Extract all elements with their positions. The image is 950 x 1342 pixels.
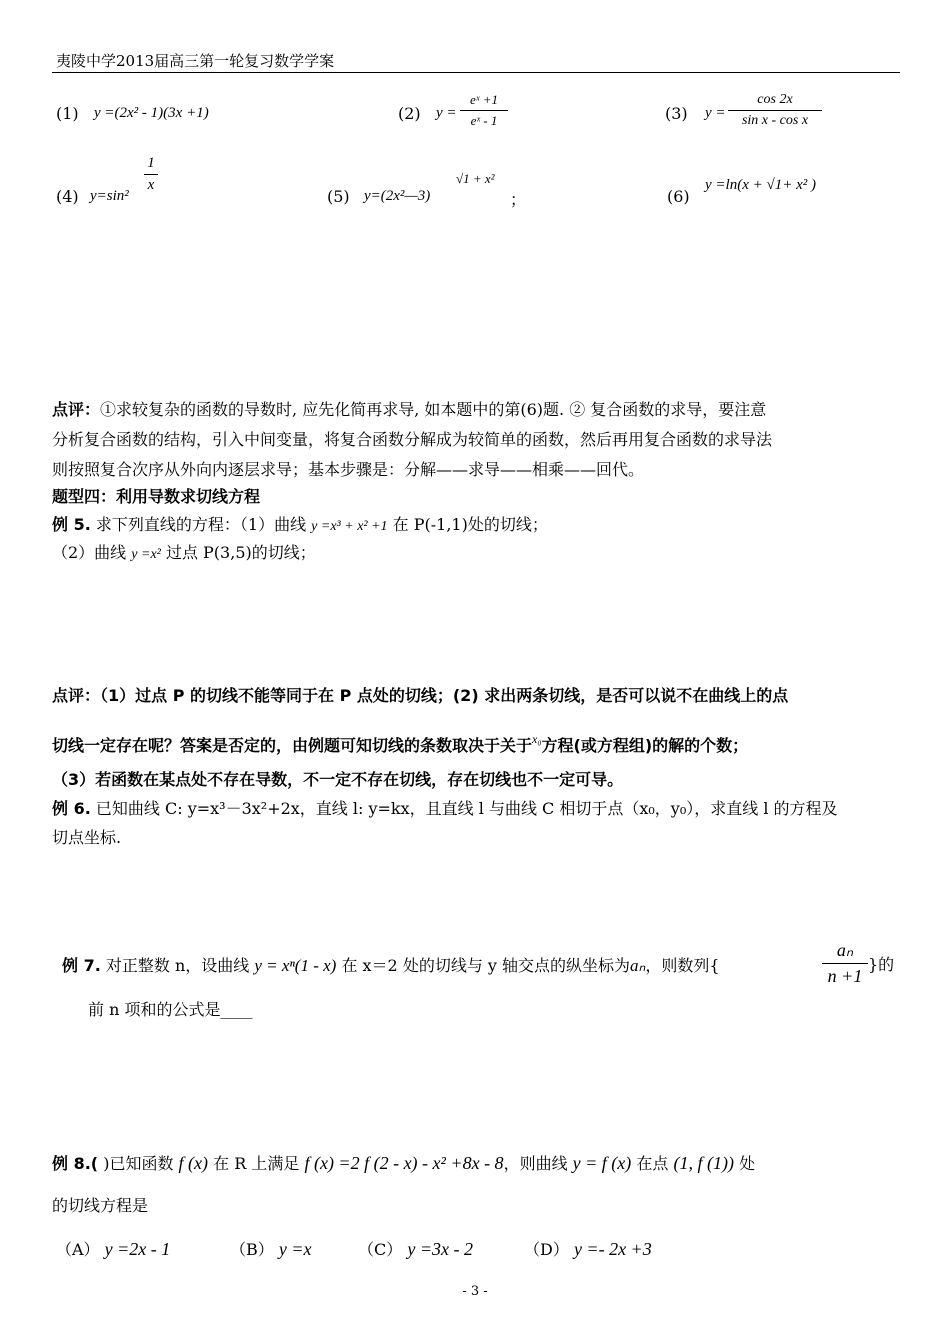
- problem-4-numerator: 1: [147, 155, 155, 171]
- example-5-line-2: [52, 545, 316, 562]
- problem-6-expression: y =ln(x + √1+ x² ): [705, 177, 816, 193]
- example-5-text-d: 过点 P(3,5)的切线；: [165, 543, 316, 562]
- problem-4-denominator: x: [147, 177, 155, 193]
- example-8-line-2: 的切线方程是: [52, 1196, 149, 1215]
- problem-3-lhs: y =: [705, 105, 726, 121]
- problem-5-label: (5): [327, 187, 350, 206]
- fraction-bar: [460, 110, 508, 111]
- fraction-bar: [144, 174, 158, 175]
- problem-4-expression: y=sin²: [90, 188, 129, 204]
- example-6-line-1: [52, 801, 838, 817]
- example-8-text-d: 在点: [636, 1154, 669, 1173]
- comment-1-line-1: [52, 402, 766, 418]
- problem-1-label: (1): [56, 104, 79, 123]
- example-8-fx: f (x): [178, 1153, 209, 1173]
- problem-4-fraction: [144, 155, 158, 194]
- problem-5-expression: y=(2x²—3): [364, 188, 431, 204]
- example-6-text: 已知曲线 C: y=x³－3x²+2x，直线 l: y=kx，且直线 l 与曲线 C 相切于点（x₀，y₀），求直线 l 的方程及: [95, 799, 838, 818]
- comment-1-line-2: 分析复合函数的结构，引入中间变量，将复合函数分解成为较简单的函数，然后再用复合函数的求导法: [52, 430, 773, 449]
- example-7-an: aₙ: [630, 956, 646, 975]
- example-7-denominator: n +1: [827, 966, 863, 986]
- page-header: 夷陵中学2013届高三第一轮复习数学学案: [56, 52, 335, 70]
- option-b-label: （B）: [230, 1240, 274, 1259]
- option-b: [230, 1240, 311, 1258]
- problem-2-numerator: eˣ +1: [470, 92, 498, 107]
- problem-5-root: √1 + x²: [456, 171, 495, 186]
- problem-3-denominator: sin x - cos x: [741, 113, 809, 128]
- section-4-title: 题型四：利用导数求切线方程: [52, 487, 261, 506]
- example-8-equation: f (x) =2 f (2 - x) - x² +8x - 8: [304, 1153, 504, 1173]
- page-number: - 3 -: [462, 1284, 488, 1299]
- example-5-curve-2: y =x²: [131, 547, 161, 562]
- problem-1-expression: y =(2x² - 1)(3x +1): [94, 105, 209, 121]
- example-8-text-e: 处: [739, 1154, 756, 1173]
- option-a-label: （A）: [56, 1240, 100, 1259]
- option-d-label: （D）: [524, 1240, 569, 1259]
- comment-2-text-a: 切线一定存在呢？答案是否定的，由例题可知切线的条数取决于关于: [52, 736, 533, 755]
- example-7-curve: y = xⁿ(1 - x): [254, 956, 337, 975]
- option-b-expression: y =x: [278, 1239, 312, 1259]
- problem-2-lhs: y =: [436, 105, 457, 121]
- example-7-line-1: [62, 957, 720, 974]
- comment-1-line-3: 则按照复合次序从外向内逐层求导；基本步骤是：分解——求导——相乘——回代。: [52, 460, 645, 479]
- problem-5-semicolon: ；: [510, 190, 527, 209]
- example-8-text-b: 在 R 上满足: [213, 1154, 300, 1173]
- example-5-text-b: 在 P(-1,1)处的切线；: [392, 515, 548, 534]
- example-7-label: 例 7.: [62, 956, 101, 975]
- example-6-line-2: 切点坐标.: [52, 828, 122, 847]
- comment-1-lead: 点评：: [52, 400, 101, 419]
- comment-2-x0: x₀: [532, 732, 542, 746]
- option-a: [56, 1240, 170, 1258]
- option-a-expression: y =2x - 1: [104, 1239, 171, 1259]
- example-8-text-a: )已知函数: [98, 1154, 174, 1173]
- example-8-line-1: [52, 1154, 755, 1172]
- example-8-text-c: ，则曲线: [503, 1154, 568, 1173]
- option-c-label: （C）: [358, 1240, 403, 1259]
- fraction-bar: [822, 963, 868, 964]
- example-7-numerator: aₙ: [836, 940, 854, 960]
- option-d: [524, 1240, 652, 1258]
- comment-2-line-2: [52, 732, 749, 755]
- example-7-fraction: [822, 940, 868, 987]
- example-5-line-1: [52, 517, 548, 534]
- comment-2-text-b: 方程(或方程组)的解的个数；: [541, 736, 749, 755]
- comment-1-text-1: ①求较复杂的函数的导数时, 应先化简再求导, 如本题中的第(6)题. ② 复合函数的求导，要注意: [100, 400, 767, 419]
- example-5-curve-1: y =x³ + x² +1: [311, 519, 388, 534]
- example-7-text-c: ，则数列{: [645, 956, 720, 975]
- comment-2-line-1: 点评：（1）过点 P 的切线不能等同于在 P 点处的切线；(2) 求出两条切线，是否可以说不在曲线上的点: [52, 686, 789, 705]
- example-8-label: 例 8.(: [52, 1154, 99, 1173]
- problem-2-fraction: [460, 92, 508, 129]
- option-c-expression: y =3x - 2: [407, 1239, 473, 1259]
- example-7-text-b: 在 x＝2 处的切线与 y 轴交点的纵坐标为: [341, 956, 631, 975]
- problem-3-numerator: cos 2x: [757, 92, 793, 107]
- option-c: [358, 1240, 473, 1258]
- example-7-text-a: 对正整数 n，设曲线: [105, 956, 250, 975]
- example-7-text-d: }的: [868, 955, 895, 974]
- problem-2-denominator: eˣ - 1: [470, 113, 498, 128]
- example-8-curve: y = f (x): [572, 1153, 632, 1173]
- problem-2-label: (2): [398, 104, 421, 123]
- header-rule: [52, 72, 900, 73]
- problem-4-label: (4): [56, 187, 79, 206]
- fraction-bar: [728, 110, 822, 111]
- problem-6-label: (6): [667, 187, 690, 206]
- example-7-line-2: 前 n 项和的公式是____: [88, 1000, 253, 1019]
- example-5-label: 例 5.: [52, 515, 91, 534]
- comment-2-line-3: （3）若函数在某点处不存在导数，不一定不存在切线，存在切线也不一定可导。: [52, 770, 624, 789]
- problem-3-label: (3): [665, 104, 688, 123]
- problem-3-fraction: [728, 92, 822, 129]
- option-d-expression: y =- 2x +3: [573, 1239, 652, 1259]
- example-5-text-a: 求下列直线的方程：（1）曲线: [95, 515, 307, 534]
- example-6-label: 例 6.: [52, 799, 91, 818]
- example-5-text-c: （2）曲线: [52, 543, 127, 562]
- example-8-point: (1, f (1)): [673, 1153, 734, 1173]
